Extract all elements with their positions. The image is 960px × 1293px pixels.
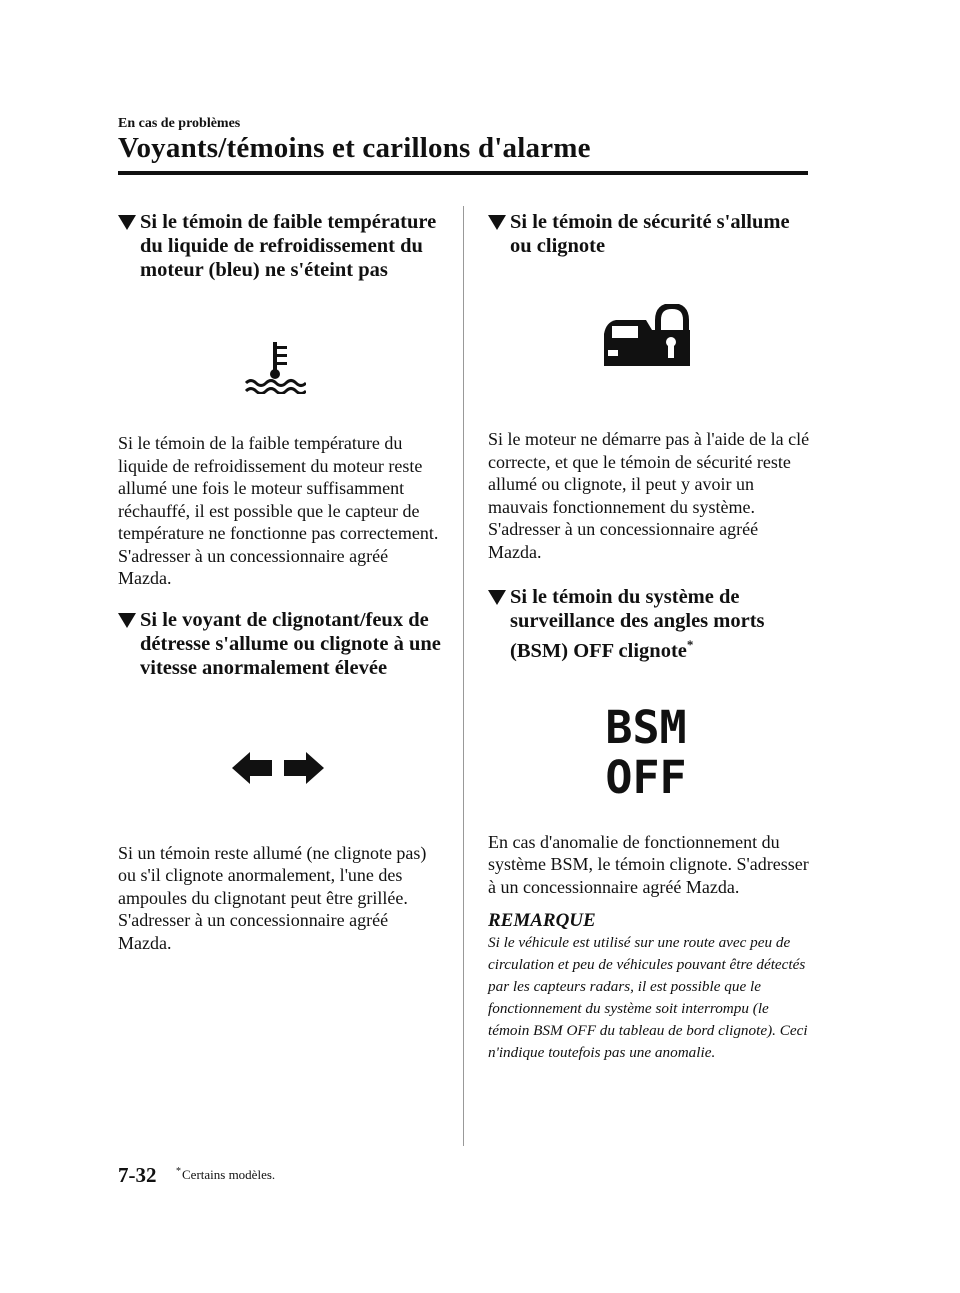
triangle-bullet-icon — [118, 613, 136, 628]
column-divider — [463, 206, 464, 1146]
coolant-low-temperature-icon — [244, 340, 306, 394]
turn-signal-icon-area — [118, 680, 444, 842]
footnote-text: Certains modèles. — [182, 1167, 276, 1182]
turn-signal-text: Si un témoin reste allumé (ne clignote pas) ou s'il clignote anormalement, l'une des ampoules du clignotant peut être grillée. S'adresser à un concessionnaire agréé Mazda. — [118, 842, 427, 953]
security-heading: Si le témoin de sécurité s'allume ou clignote — [488, 210, 810, 258]
turn-signal-heading: Si le voyant de clignotant/feux de détresse s'allume ou clignote à une vitesse anormalement élevée — [118, 608, 444, 680]
coolant-heading: Si le témoin de faible température du liquide de refroidissement du moteur (bleu) ne s'éteint pas — [118, 210, 444, 282]
svg-text:BSM: BSM — [605, 700, 687, 754]
coolant-text: Si le témoin de la faible température du liquide de refroidissement du moteur reste allumé une fois le moteur suffisamment réchauffé, il est possible que le capteur de température ne fonctionne pas correctement. S'adresser à un concessionnaire agréé Mazda. — [118, 433, 439, 588]
triangle-bullet-icon — [118, 215, 136, 230]
page-number: 7-32 — [118, 1163, 157, 1187]
footnote-star: * — [176, 1166, 181, 1177]
security-car-lock-icon — [602, 304, 690, 370]
note-title: REMARQUE — [488, 910, 596, 932]
header-rule — [118, 171, 808, 175]
bsm-heading: Si le témoin du système de surveillance des angles morts (BSM) OFF clignote* — [488, 585, 810, 663]
right-column — [488, 210, 810, 1064]
bsm-text: En cas d'anomalie de fonctionnement du système BSM, le témoin clignote. S'adresser à un concessionnaire agréé Mazda. — [488, 831, 809, 897]
note-text: Si le véhicule est utilisé sur une route avec peu de circulation et peu de véhicules pouvant être détectés par les capteurs radars, il est possible que le fonctionnement du système soit interrompu (le témoin BSM OFF du tableau de bord clignote). Ceci n'indique toutefois pas une anomalie. — [488, 934, 808, 1062]
certain-models-mark: * — [686, 637, 694, 652]
left-column — [118, 210, 444, 954]
bsm-icon-area — [488, 663, 810, 831]
bsm-off-icon — [598, 701, 694, 797]
security-text: Si le moteur ne démarre pas à l'aide de la clé correcte, et que le témoin de sécurité reste allumé ou clignote, il peut y avoir un mauvais fonctionnement du système. S'adresser à un concessionnaire agréé Mazda. — [488, 429, 810, 562]
section-label: En cas de problèmes — [118, 116, 241, 131]
turn-signal-arrows-icon — [232, 752, 324, 784]
svg-text:OFF: OFF — [605, 750, 687, 797]
triangle-bullet-icon — [488, 215, 506, 230]
footnote — [176, 1167, 275, 1183]
coolant-icon-area — [118, 282, 444, 432]
triangle-bullet-icon — [488, 590, 506, 605]
page-title: Voyants/témoins et carillons d'alarme — [118, 132, 591, 164]
security-icon-area — [488, 258, 810, 428]
